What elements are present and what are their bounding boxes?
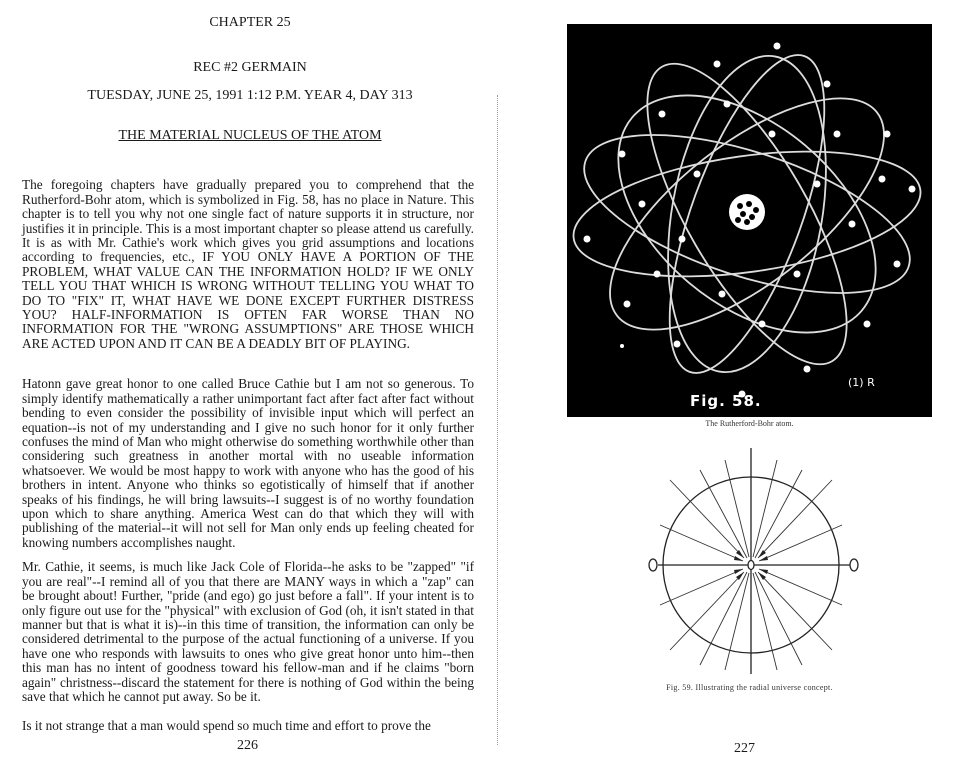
- radial-universe-diagram-icon: [640, 440, 862, 678]
- figure-58-corner-mark: (1) R: [848, 376, 875, 389]
- paragraph-2: Hatonn gave great honor to one called Bruce Cathie but I am not so generous. To simply identify mathematically a rather unimportant fact after fact after fact without bending to even consider the possibility of invisible input which will perfect an equation--is not of my understanding and I give no such honor for it only further confuses the mind of Man who might otherwise do something worthwhile other than considering such greatness in another mortal with no useable information whatsoever. We would be most happy to work with anyone who has the good of his brothers in intent. Anyone who thinks so egotistically of himself that if another speaks of his findings, he will bring lawsuits--I suggest is of no worthy foundation upon which to share anything. America West can do that which they will with publishing of the material--it will not sell for Man only ends up feeling cheated for knowing numbers accomplishes naught.: [22, 376, 474, 550]
- page-number-right: 227: [734, 741, 755, 756]
- paragraph-1: The foregoing chapters have gradually prepared you to comprehend that the Rutherford-Bohr atom, which is symbolized in Fig. 58, has no place in Nature. This chapter is to tell you why not one single fact of nature supports it in structure, nor justifies it in principle. This is a most important chapter so please attend us carefully. It is as with Mr. Cathie's work which gives you grid assumptions and locations according to frequencies, etc., IF YOU ONLY HAVE A PORTION OF THE PROBLEM, WHAT VALUE CAN THE INFORMATION HOLD? IF WE ONLY TELL YOU THAT WHICH IS WRONG WITHOUT TELLING YOU WHAT TO DO TO "FIX" IT, WHAT HAVE WE DONE EXCEPT FURTHER DISTRESS YOU? HALF-INFORMATION IS OFTEN FAR WORSE THAN NO INFORMATION FOR THE "WRONG ASSUMPTIONS" ARE THOSE WHICH ARE ACTED UPON AND IT CAN BE A DEADLY BIT OF PLAYING.: [22, 177, 474, 351]
- section-title: THE MATERIAL NUCLEUS OF THE ATOM: [118, 128, 382, 143]
- chapter-heading: CHAPTER 25: [209, 15, 291, 30]
- figure-59-caption: Fig. 59. Illustrating the radial universe concept.: [666, 683, 833, 692]
- rec-heading: REC #2 GERMAIN: [193, 60, 307, 75]
- date-line: TUESDAY, JUNE 25, 1991 1:12 P.M. YEAR 4, DAY 313: [87, 88, 413, 103]
- figure-58-label: Fig. 58.: [690, 392, 762, 410]
- page-number-left: 226: [237, 738, 258, 753]
- figure-58-caption: The Rutherford-Bohr atom.: [705, 419, 794, 428]
- page-gutter: [497, 95, 498, 745]
- rutherford-bohr-atom-figure: [567, 24, 932, 417]
- atom-diagram-icon: [567, 24, 932, 417]
- paragraph-3: Mr. Cathie, it seems, is much like Jack Cole of Florida--he asks to be "zapped" "if you are real"--I remind all of you that there are MANY ways in which a "zap" can be brought about! Further, "pride (and ego) go just before a fall". If your intent is to only figure out use for the "physical" with exclusion of God (oh, it isn't stated in that manner but that is what it is)--in this time of transition, the information can only be considered detrimental to the purpose of the actual functioning of a universe. If you have one who responds with lawsuits to ones who give great honor unto him--then this man has no intent of goodness toward his fellow-man and if he claims "born again" christness--discard the statement for there is nothing of God within the being save that which he cannot put away. So be it.: [22, 559, 474, 704]
- paragraph-4: Is it not strange that a man would spend so much time and effort to prove the: [22, 718, 431, 734]
- radial-universe-figure: [640, 440, 862, 678]
